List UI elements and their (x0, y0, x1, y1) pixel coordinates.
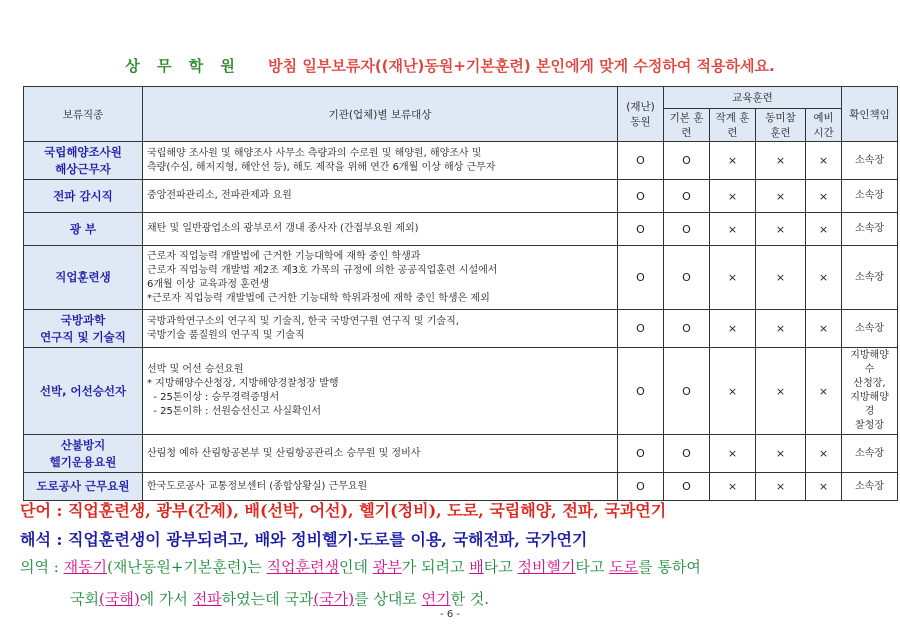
row-description (143, 348, 618, 435)
training-mark: × (806, 213, 842, 246)
training-mark: O (664, 310, 710, 348)
mobilization-mark: O (618, 180, 664, 213)
row-category-line: 연구직 및 기술직 (40, 329, 126, 344)
footer-paraphrase-continued (70, 588, 489, 609)
footer-interpretation: 해석 : 직업훈련생이 광부되려고, 배와 정비헬기·도로를 이용, 국해전파, 국가연기 (20, 530, 588, 549)
description-line: 근로자 직업능력 개발법 제2조 제3호 가목의 규정에 의한 공공직업훈련 시설에서 (147, 264, 498, 276)
paraphrase-part: 인데 (338, 558, 373, 576)
footer-interpretation-text: 직업훈련생이 광부되려고, 배와 정비헬기·도로를 이용, 국해전파, 국가연기 (67, 530, 588, 549)
table-row (24, 310, 898, 348)
training-mark: × (710, 180, 756, 213)
header-category: 보류직종 (24, 87, 143, 142)
header-operational: 작계 훈련 (710, 109, 756, 142)
deferment-table (23, 86, 898, 501)
training-mark: × (756, 435, 806, 473)
paraphrase-part: 전파 (192, 590, 222, 608)
paraphrase-part: 에 가서 (139, 590, 193, 608)
description-line: 6개월 이상 교육과정 훈련생 (147, 278, 270, 290)
confirm-line: 찰청장 (855, 420, 884, 431)
footer-words-label: 단어 (20, 501, 51, 520)
training-mark: × (756, 180, 806, 213)
training-mark: O (664, 246, 710, 310)
paraphrase-part: 한 것. (450, 590, 490, 608)
mobilization-mark: O (618, 213, 664, 246)
row-category-line: 국방과학 (60, 312, 106, 327)
row-category (24, 180, 143, 213)
mobilization-mark: O (618, 473, 664, 501)
row-category (24, 473, 143, 501)
row-confirm (842, 246, 898, 310)
training-mark: × (710, 246, 756, 310)
row-category-line: 광 부 (69, 221, 97, 236)
footer-paraphrase: 의역 : 재동기(재난동원+기본훈련)는 직업훈련생인데 광부가 되려고 배타고 정비헬기타고 도로를 통하여 (20, 558, 701, 576)
training-mark: × (710, 435, 756, 473)
description-line: 근로자 직업능력 개발법에 근거한 기능대학에 재학 중인 학생과 (147, 250, 421, 262)
page-title (0, 55, 900, 76)
training-mark: × (756, 348, 806, 435)
mobilization-mark: O (618, 246, 664, 310)
paraphrase-part: 광부 (372, 558, 402, 576)
header-reserve: 예비 시간 (806, 109, 842, 142)
paraphrase-part: 타고 (483, 558, 518, 576)
confirm-line: 소속장 (855, 271, 884, 283)
confirm-line: 소속장 (855, 190, 884, 201)
paraphrase-part: 직업훈련생 (266, 558, 339, 576)
training-mark: O (664, 348, 710, 435)
mobilization-mark: O (618, 348, 664, 435)
row-category (24, 213, 143, 246)
header-target: 기관(업체)별 보류대상 (143, 87, 618, 142)
header-mob-training: 동미참 훈련 (756, 109, 806, 142)
table-row (24, 180, 898, 213)
description-line: * 지방해양수산청장, 지방해양경찰청장 발행 (147, 378, 339, 389)
paraphrase-part: 타고 (575, 558, 610, 576)
confirm-line: 지방해양경 (850, 392, 889, 417)
row-description (143, 180, 618, 213)
training-mark: × (710, 473, 756, 501)
description-line: 국립해양 조사원 및 해양조사 사무소 측량과의 수로원 및 해양원, 해양조사 및 (147, 147, 482, 159)
paraphrase-part: (국가) (313, 590, 355, 608)
row-confirm (842, 180, 898, 213)
training-mark: × (806, 473, 842, 501)
table-row (24, 435, 898, 473)
title-main: 상 무 학 원 (125, 57, 241, 75)
confirm-line: 소속장 (855, 223, 884, 234)
paraphrase-part: 하였는데 국과 (221, 590, 314, 608)
confirm-line: 소속장 (855, 322, 884, 334)
mobilization-mark: O (618, 310, 664, 348)
description-line: 한국도로공사 교통정보센터 (종합상황실) 근무요원 (147, 480, 368, 492)
row-confirm (842, 435, 898, 473)
row-category (24, 142, 143, 180)
table-row (24, 246, 898, 310)
row-description (143, 310, 618, 348)
description-line: - 25톤이하 : 선원승선신고 사실확인서 (147, 406, 322, 417)
description-line: *근로자 직업능력 개발법에 근거한 기능대학 학위과정에 재학 중인 학생은 제외 (147, 292, 490, 304)
header-confirm: 확인책임 (842, 87, 898, 142)
description-line: - 25톤이상 : 승무경력증명서 (147, 392, 280, 403)
training-mark: × (756, 213, 806, 246)
row-description (143, 142, 618, 180)
row-confirm (842, 348, 898, 435)
footer-paraphrase-label: 의역 (20, 558, 49, 576)
row-confirm (842, 142, 898, 180)
paraphrase-part: (국해) (98, 590, 140, 608)
row-confirm (842, 473, 898, 501)
mobilization-mark: O (618, 435, 664, 473)
training-mark: × (806, 435, 842, 473)
training-mark: × (710, 213, 756, 246)
training-mark: O (664, 435, 710, 473)
row-category-line: 선박, 어선승선자 (39, 383, 127, 398)
paraphrase-part: 도로 (609, 558, 639, 576)
training-mark: × (756, 473, 806, 501)
row-category-line: 직업훈련생 (55, 270, 111, 284)
confirm-line: 소속장 (855, 447, 884, 459)
training-mark: × (710, 310, 756, 348)
confirm-line: 소속장 (855, 480, 884, 492)
training-mark: × (806, 142, 842, 180)
table-row (24, 142, 898, 180)
training-mark: × (756, 310, 806, 348)
header-mobilization: (재난) 동원 (618, 87, 664, 142)
paraphrase-part: 정비헬기 (517, 558, 576, 576)
paraphrase-part: 연기 (421, 590, 451, 608)
training-mark: × (806, 310, 842, 348)
row-category (24, 348, 143, 435)
footer-paraphrase-text (64, 558, 701, 576)
table-row (24, 473, 898, 501)
footer-words: 단어 : 직업훈련생, 광부(간제), 배(선박, 어선), 헬기(정비), 도로, 국립해양, 전파, 국과연기 (20, 501, 667, 520)
row-description (143, 213, 618, 246)
row-description (143, 473, 618, 501)
footer-words-text: 직업훈련생, 광부(간제), 배(선박, 어선), 헬기(정비), 도로, 국립해양, 전파, 국과연기 (67, 501, 667, 520)
row-category (24, 310, 143, 348)
row-category (24, 435, 143, 473)
row-confirm (842, 310, 898, 348)
page-number: - 6 - (440, 609, 460, 620)
mobilization-mark: O (618, 142, 664, 180)
row-category-line: 국립해양조사원 (44, 144, 122, 159)
paraphrase-part: 국회 (70, 590, 99, 608)
footer-interpretation-label: 해석 (20, 530, 51, 549)
description-line: 국방기술 품질원의 연구직 및 기술직 (147, 329, 305, 341)
training-mark: O (664, 473, 710, 501)
header-basic: 기본 훈련 (664, 109, 710, 142)
training-mark: O (664, 213, 710, 246)
row-category-line: 산불방지 (60, 437, 106, 452)
row-description (143, 435, 618, 473)
description-line: 산림청 예하 산림항공본부 및 산림항공관리소 승무원 및 정비사 (147, 447, 421, 459)
training-mark: × (756, 246, 806, 310)
training-mark: O (664, 180, 710, 213)
training-mark: × (710, 142, 756, 180)
row-description (143, 246, 618, 310)
paraphrase-part: 를 통하여 (638, 558, 701, 576)
description-line: 측량(수심, 해저지형, 해안선 등), 해도 제작을 위해 연간 6개월 이상 해상 근무자 (147, 161, 496, 173)
paraphrase-part: 재동기 (63, 558, 108, 576)
confirm-line: 지방해양수 (850, 350, 889, 375)
training-mark: × (806, 246, 842, 310)
paraphrase-part: 배 (469, 558, 484, 576)
row-category-line: 헬기운용요원 (49, 454, 117, 469)
row-category-line: 도로공사 근무요원 (36, 479, 130, 493)
table-row (24, 348, 898, 435)
row-category-line: 해상근무자 (55, 161, 111, 176)
training-mark: × (756, 142, 806, 180)
paraphrase-part: 를 상대로 (354, 590, 422, 608)
table-row (24, 213, 898, 246)
confirm-line: 소속장 (855, 154, 884, 166)
training-mark: O (664, 142, 710, 180)
training-mark: × (806, 180, 842, 213)
training-mark: × (806, 348, 842, 435)
description-line: 중앙전파관리소, 전파관제과 요원 (147, 190, 292, 201)
description-line: 국방과학연구소의 연구직 및 기술직, 한국 국방연구원 연구직 및 기술직, (147, 315, 459, 327)
header-training-group: 교육훈련 (664, 87, 842, 109)
row-category (24, 246, 143, 310)
row-confirm (842, 213, 898, 246)
paraphrase-part: 가 되려고 (401, 558, 470, 576)
description-line: 채탄 및 일반광업소의 광부로서 갱내 종사자 (간접부요원 제외) (147, 223, 419, 234)
confirm-line: 산청장, (853, 378, 886, 389)
training-mark: × (710, 348, 756, 435)
title-sub: 방침 일부보류자((재난)동원+기본훈련) 본인에게 맞게 수정하여 적용하세요. (268, 57, 775, 75)
row-category-line: 전파 감시직 (53, 188, 113, 203)
paraphrase-part: (재난동원+기본훈련)는 (107, 558, 267, 576)
description-line: 선박 및 어선 승선요원 (147, 364, 244, 375)
